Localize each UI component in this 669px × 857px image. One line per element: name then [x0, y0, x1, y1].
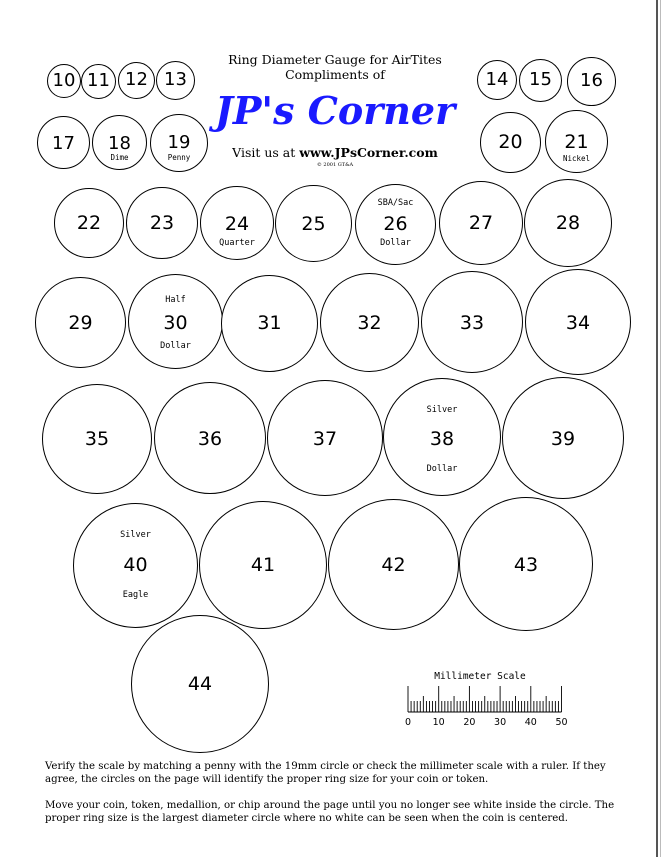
coin-label: Dime	[110, 153, 129, 162]
size-number: 38	[429, 428, 455, 450]
size-number: 16	[580, 70, 603, 91]
coin-label: Dollar	[380, 238, 411, 248]
instructions-paragraph-1: Verify the scale by matching a penny with the 19mm circle or check the millimeter scale with a ruler. If they agree, the circles on the page will identify the proper ring size for your coin or token.	[45, 761, 606, 785]
ring-size-19	[150, 114, 208, 172]
size-number: 23	[149, 212, 175, 234]
ring-size-15	[519, 59, 562, 102]
ring-size-43	[459, 497, 593, 631]
size-number: 43	[513, 554, 539, 576]
size-number: 20	[498, 131, 523, 153]
coin-label: Quarter	[219, 238, 255, 248]
ring-size-23	[126, 187, 198, 259]
coin-label: Eagle	[122, 590, 149, 600]
visit-prefix: Visit us at	[232, 145, 300, 160]
ring-size-35	[42, 384, 152, 494]
brand-logo: JP's Corner	[214, 88, 456, 133]
size-number: 10	[52, 70, 76, 91]
visit-line	[210, 145, 460, 160]
ring-size-39	[502, 377, 624, 499]
size-number: 30	[163, 312, 188, 334]
size-number: 42	[381, 554, 406, 576]
ring-size-27	[439, 181, 523, 265]
scale-label: 20	[463, 717, 476, 728]
coin-label: Penny	[167, 153, 191, 162]
size-number: 44	[187, 673, 213, 695]
size-number: 36	[197, 428, 223, 450]
ring-size-13	[156, 61, 195, 100]
page-edge-margin	[660, 0, 669, 857]
website-url: www.JPsCorner.com	[299, 145, 438, 160]
scale-label: 30	[494, 717, 507, 728]
size-number: 28	[555, 212, 581, 234]
size-number: 22	[76, 212, 102, 234]
ring-size-33	[421, 271, 523, 373]
millimeter-ruler	[406, 684, 566, 714]
size-number: 39	[550, 428, 576, 450]
ring-size-17	[37, 116, 90, 169]
coin-label-above: Silver	[120, 530, 151, 540]
size-number: 32	[357, 312, 382, 334]
ring-size-32	[320, 273, 419, 372]
ring-size-40	[73, 503, 198, 628]
ring-size-28	[524, 179, 612, 267]
scale-label: 0	[404, 717, 412, 728]
ring-size-14	[477, 60, 517, 100]
ring-size-31	[221, 275, 318, 372]
size-number: 34	[565, 312, 591, 334]
ring-size-11	[81, 64, 116, 99]
instructions-paragraph-2: Move your coin, token, medallion, or chip around the page until you no longer see white inside the circle. The proper ring size is the largest diameter circle where no white can be seen when the coin is centered.	[45, 800, 615, 824]
ring-size-24	[200, 186, 274, 260]
size-number: 18	[108, 133, 131, 154]
size-number: 41	[250, 554, 276, 576]
size-number: 19	[167, 132, 191, 153]
ring-size-38	[383, 378, 501, 496]
size-number: 15	[529, 69, 552, 90]
scale-title: Millimeter Scale	[434, 671, 526, 682]
size-number: 13	[164, 69, 187, 90]
size-number: 33	[459, 312, 485, 334]
scale-label: 40	[524, 717, 537, 728]
ring-size-25	[275, 185, 352, 262]
ring-size-41	[199, 501, 327, 629]
ring-size-22	[54, 188, 124, 258]
size-number: 29	[68, 312, 93, 334]
size-number: 24	[224, 213, 250, 235]
ring-size-10	[47, 64, 81, 98]
size-number: 11	[87, 70, 110, 91]
size-number: 27	[468, 212, 494, 234]
coin-label-above: Half	[165, 295, 186, 305]
ring-size-37	[267, 380, 383, 496]
ring-size-34	[525, 269, 631, 375]
ring-size-44	[131, 615, 269, 753]
coin-label: Dollar	[160, 341, 191, 351]
ring-size-20	[480, 112, 541, 173]
size-number: 21	[564, 131, 589, 153]
coin-label-above: SBA/Sac	[377, 198, 414, 208]
size-number: 12	[125, 69, 148, 90]
size-number: 37	[312, 428, 338, 450]
ring-size-21	[545, 110, 608, 173]
ring-size-30	[128, 274, 223, 369]
ring-size-18	[92, 115, 147, 170]
ring-size-12	[118, 62, 155, 99]
size-number: 26	[383, 213, 408, 235]
coin-label-above: Silver	[426, 405, 458, 415]
size-number: 17	[52, 133, 75, 154]
ring-size-36	[154, 382, 266, 494]
size-number: 40	[123, 554, 148, 576]
title-line-1: Ring Diameter Gauge for AirTites	[228, 52, 442, 67]
size-number: 25	[301, 213, 326, 235]
coin-label: Dollar	[426, 464, 458, 474]
size-number: 14	[485, 69, 509, 90]
ring-size-26	[355, 184, 436, 265]
size-number: 35	[84, 428, 110, 450]
page-edge-line	[656, 0, 658, 857]
coin-label: Nickel	[562, 154, 591, 163]
copyright: © 2001 GT&A	[316, 162, 354, 168]
ring-size-29	[35, 277, 126, 368]
ring-size-16	[567, 57, 616, 106]
scale-label: 10	[432, 717, 445, 728]
title-line-2: Compliments of	[285, 67, 385, 82]
size-number: 31	[257, 312, 282, 334]
scale-label: 50	[555, 717, 568, 728]
ring-size-42	[328, 499, 459, 630]
